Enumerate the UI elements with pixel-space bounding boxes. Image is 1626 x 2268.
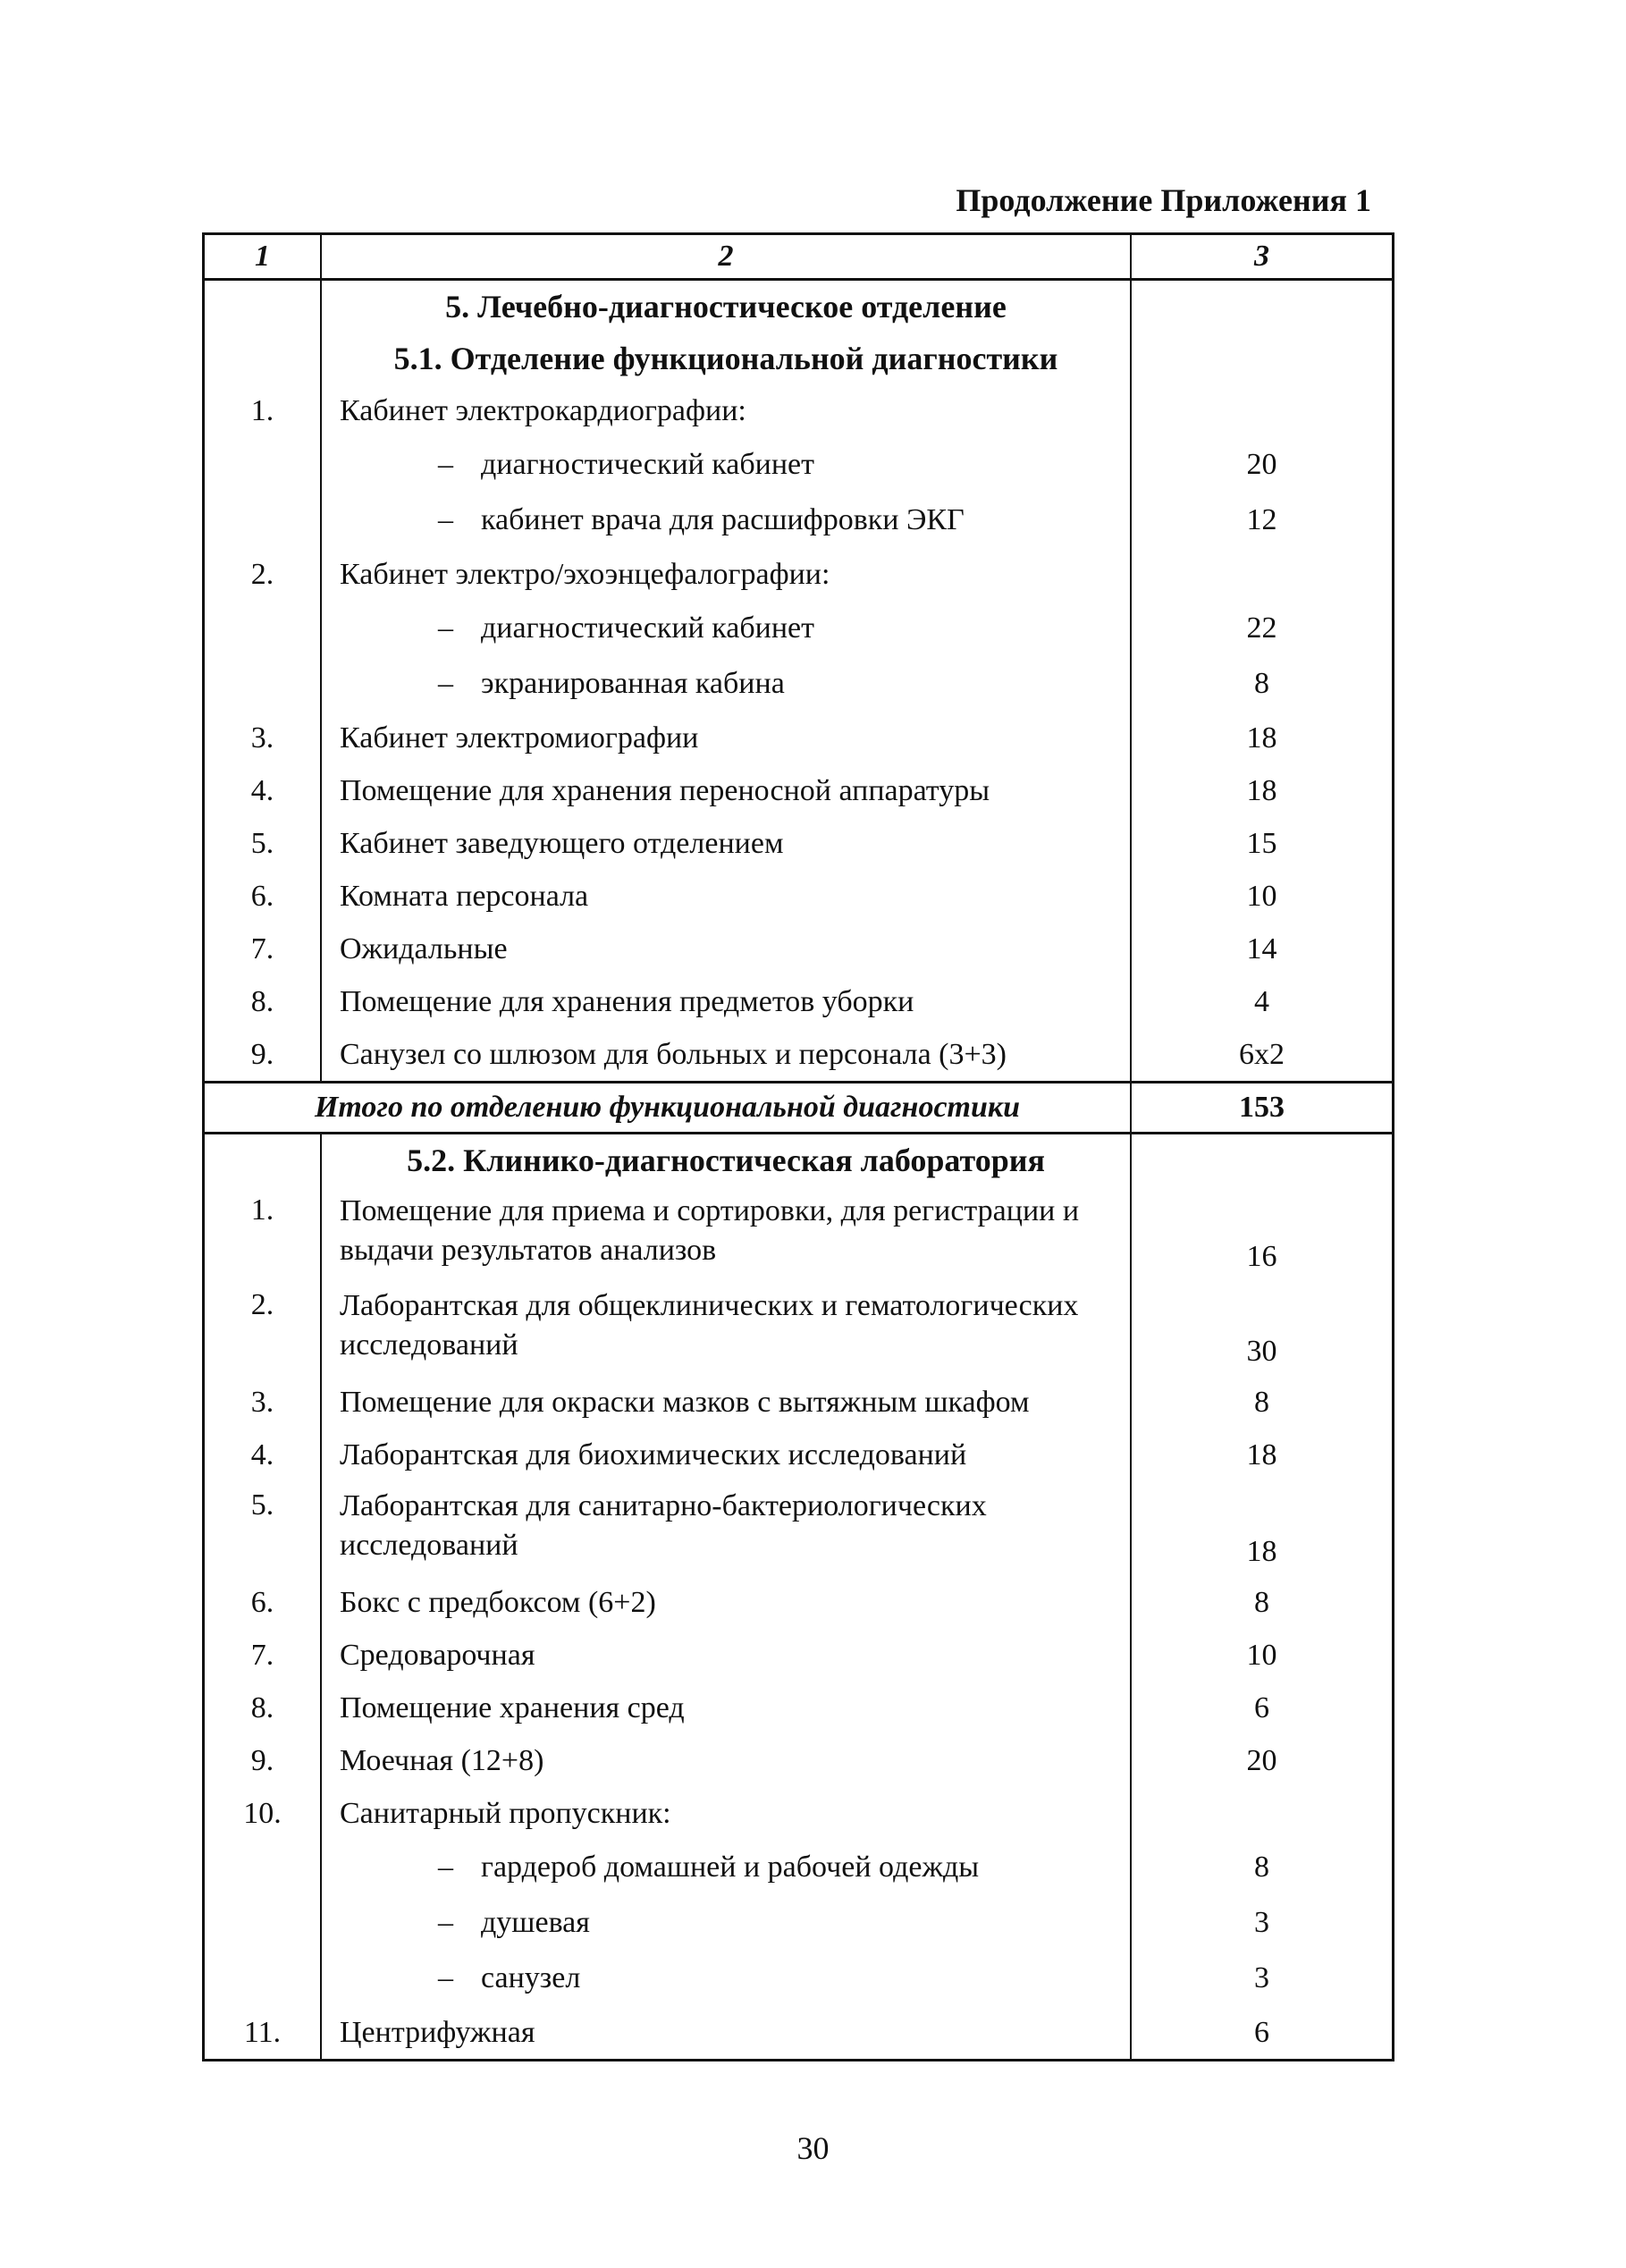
room-name: Средоварочная [340,1638,535,1672]
room-name: Санитарный пропускник: [340,1796,671,1830]
room-name [321,1951,1131,2006]
dash-marker: – [438,1851,453,1884]
area-value [1131,1787,1392,1840]
table-row [205,1734,1392,1787]
area-value: 8 [1131,656,1392,712]
area-value: 14 [1131,923,1392,975]
table-row [205,548,1392,601]
row-number: 6. [205,1576,321,1629]
room-name: Комната персонала [340,879,589,913]
area-value: 4 [1131,975,1392,1028]
area-value: 18 [1131,712,1392,764]
room-name: Помещение для хранения предметов уборки [340,984,914,1018]
header-row [205,235,1392,280]
area-value: 30 [1131,1281,1392,1376]
room-name [321,601,1131,656]
room-name-text: экранированная кабина [481,667,785,700]
room-name: Ожидальные [340,932,508,965]
room-name [321,437,1131,493]
subsection-title: 5.2. Клинико-диагностическая лаборатория [407,1142,1045,1178]
row-number [205,437,321,493]
page-number: 30 [796,2130,830,2166]
room-name [321,656,1131,712]
area-value: 12 [1131,493,1392,548]
table-subrow [205,493,1392,548]
table-row [205,384,1392,437]
area-value [1131,384,1392,437]
row-number [205,1840,321,1895]
table-row [205,1787,1392,1840]
room-name-text: душевая [481,1906,590,1939]
header-col-2: 2 [321,235,1131,280]
table-row [205,1629,1392,1682]
room-name: Лаборантская для биохимических исследований [340,1438,967,1471]
table-row [205,870,1392,923]
row-number: 6. [205,870,321,923]
table-subrow [205,656,1392,712]
area-value: 3 [1131,1951,1392,2006]
room-name: Помещение для окраски мазков с вытяжным шкафом [340,1385,1030,1419]
dash-marker: – [438,1906,453,1939]
header-col-1: 1 [205,235,321,280]
room-name: Моечная (12+8) [340,1743,544,1777]
continuation-label: Продолжение Приложения 1 [956,182,1371,218]
table-row [205,1682,1392,1734]
area-value: 18 [1131,1481,1392,1576]
table-subrow [205,1951,1392,2006]
room-name: Лаборантская для санитарно-бактериологических исследований [340,1489,987,1562]
dash-marker: – [438,1961,453,1994]
row-number [205,493,321,548]
area-value: 22 [1131,601,1392,656]
room-name: Кабинет заведующего отделением [340,826,784,860]
row-number [205,656,321,712]
area-value: 6х2 [1131,1028,1392,1083]
area-value: 3 [1131,1895,1392,1951]
dash-marker: – [438,667,453,700]
room-name: Санузел со шлюзом для больных и персонала (3+3) [340,1037,1007,1071]
row-number: 1. [205,384,321,437]
room-name-text: диагностический кабинет [481,611,814,645]
subsection-title-row [205,1134,1392,1187]
row-number: 4. [205,764,321,817]
subsection-title: 5.1. Отделение функциональной диагностики [393,341,1058,376]
table-row [205,1281,1392,1376]
room-name-text: диагностический кабинет [481,448,814,481]
subsection-title-row [205,333,1392,384]
table-row [205,1429,1392,1481]
section-title-row [205,280,1392,333]
area-value: 8 [1131,1576,1392,1629]
area-value: 16 [1131,1186,1392,1281]
row-number: 11. [205,2006,321,2059]
total-row [205,1083,1392,1134]
row-number: 1. [205,1186,321,1281]
rooms-table-frame [202,232,1394,2061]
area-value: 10 [1131,1629,1392,1682]
row-number: 7. [205,923,321,975]
room-name-text: кабинет врача для расшифровки ЭКГ [481,503,965,536]
row-number: 5. [205,817,321,870]
row-number: 4. [205,1429,321,1481]
table-row [205,923,1392,975]
row-number [205,601,321,656]
table-part-functional-diagnostics [205,280,1392,1083]
row-number: 9. [205,1028,321,1083]
table-row [205,1576,1392,1629]
area-value: 18 [1131,764,1392,817]
area-value: 8 [1131,1840,1392,1895]
area-value: 20 [1131,437,1392,493]
dash-marker: – [438,611,453,645]
room-name: Кабинет электромиографии [340,721,699,755]
row-number: 9. [205,1734,321,1787]
row-number: 8. [205,1682,321,1734]
header-col-3: 3 [1131,235,1392,280]
table-row [205,817,1392,870]
area-value [1131,548,1392,601]
room-name [321,1895,1131,1951]
row-number: 3. [205,1376,321,1429]
section-title: 5. Лечебно-диагностическое отделение [445,289,1007,325]
area-value: 6 [1131,2006,1392,2059]
row-number: 10. [205,1787,321,1840]
row-number: 8. [205,975,321,1028]
table-row [205,1481,1392,1576]
room-name: Кабинет электрокардиографии: [340,393,746,427]
room-name [321,1840,1131,1895]
area-value: 20 [1131,1734,1392,1787]
row-number: 2. [205,1281,321,1376]
area-value: 8 [1131,1376,1392,1429]
dash-marker: – [438,448,453,481]
area-value: 18 [1131,1429,1392,1481]
room-name: Бокс с предбоксом (6+2) [340,1585,656,1619]
row-number: 5. [205,1481,321,1576]
row-number [205,1951,321,2006]
row-number: 3. [205,712,321,764]
room-name: Кабинет электро/эхоэнцефалографии: [340,557,830,591]
room-name [321,493,1131,548]
table-subrow [205,1895,1392,1951]
table-row [205,1376,1392,1429]
table-subrow [205,601,1392,656]
area-value: 15 [1131,817,1392,870]
table-subrow [205,437,1392,493]
table-row [205,1028,1392,1083]
room-name-text: санузел [481,1961,581,1994]
area-value: 10 [1131,870,1392,923]
table-row [205,2006,1392,2059]
row-number: 7. [205,1629,321,1682]
table-part-laboratory [205,1134,1392,2060]
room-name: Помещение хранения сред [340,1690,685,1724]
row-number: 2. [205,548,321,601]
table-row [205,1186,1392,1281]
room-name: Лаборантская для общеклинических и гематологических исследований [340,1289,1079,1362]
table-row [205,712,1392,764]
dash-marker: – [438,503,453,536]
row-number [205,1895,321,1951]
total-label: Итого по отделению функциональной диагностики [205,1083,1131,1134]
table-total [205,1083,1392,1134]
total-value: 153 [1131,1083,1392,1134]
room-name: Центрифужная [340,2015,535,2049]
table-subrow [205,1840,1392,1895]
area-value: 6 [1131,1682,1392,1734]
table-row [205,764,1392,817]
table-row [205,975,1392,1028]
room-name: Помещение для хранения переносной аппаратуры [340,773,990,807]
room-name: Помещение для приема и сортировки, для регистрации и выдачи результатов анализов [340,1194,1080,1267]
rooms-table [205,235,1392,2059]
room-name-text: гардероб домашней и рабочей одежды [481,1851,980,1884]
